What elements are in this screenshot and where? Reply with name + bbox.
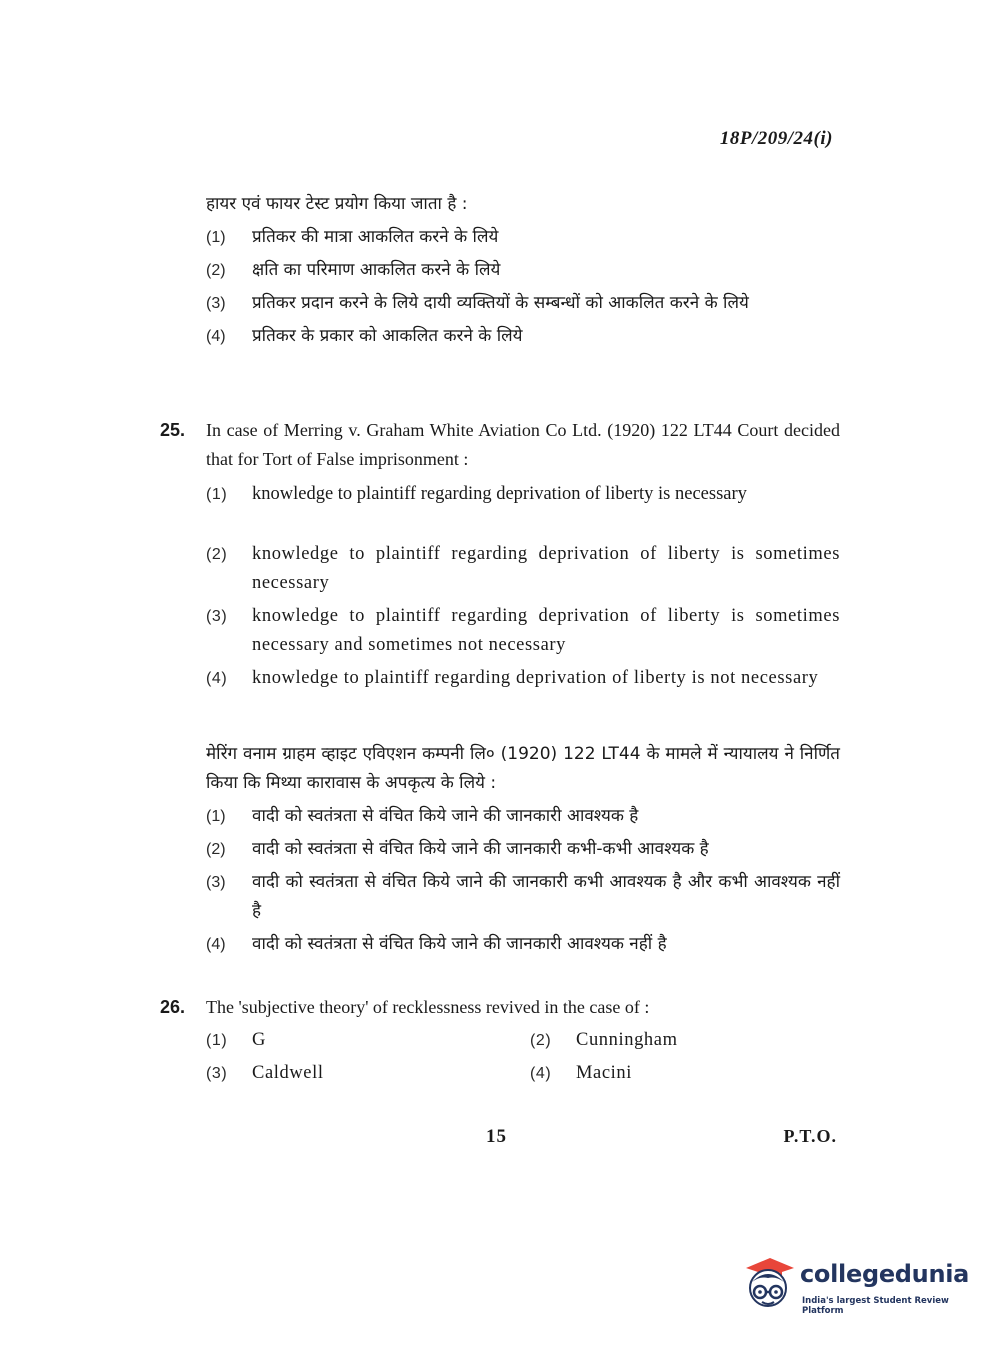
q26-option-3 [206,1059,530,1088]
option-text: G [252,1030,266,1050]
q24-option-2 [206,256,840,285]
q25-stem-english: In case of Merring v. Graham White Aviation Co Ltd. (1920) 122 LT44 Court decided that for Tort of False imprisonment : [206,420,840,469]
option-text: knowledge to plaintiff regarding deprivation of liberty is sometimes necessary and sometimes not necessary [252,606,840,655]
option-number: (3) [206,608,228,625]
option-number: (3) [206,874,226,891]
brand-name: collegedunia [800,1260,970,1288]
option-number: (2) [530,1032,552,1049]
question-26 [160,993,840,1088]
q26-stem-english: The 'subjective theory' of recklessness revived in the case of : [206,997,650,1017]
option-text: वादी को स्वतंत्रता से वंचित किये जाने की जानकारी आवश्यक नहीं है [252,934,667,954]
q25-hindi-option-4 [206,930,840,959]
q25-stem-hindi: मेरिंग वनाम ग्राहम व्हाइट एविएशन कम्पनी लि० (1920) 122 LT44 के मामले में न्यायालय ने निर्णित किया कि मिथ्या कारावास के अपकृत्य के लिये : [206,744,840,793]
brand-tagline: India's largest Student Review Platform [802,1296,949,1316]
q26-options [206,1026,840,1088]
option-number: (3) [206,1065,228,1082]
collegedunia-watermark [740,1248,972,1318]
mascot-icon [740,1252,796,1312]
q25-option-1 [206,480,840,509]
question-number: 26. [160,997,186,1017]
q24-option-4 [206,322,840,351]
q25-hindi-option-2 [206,835,840,864]
option-text: Macini [576,1063,633,1083]
option-text: वादी को स्वतंत्रता से वंचित किये जाने की जानकारी कभी-कभी आवश्यक है [252,839,709,859]
q25-hindi-option-3 [206,868,840,926]
option-number: (1) [206,808,226,825]
option-number: (1) [206,486,228,503]
q26-option-2 [530,1026,830,1055]
question-25 [160,416,840,693]
option-number: (2) [206,841,226,858]
option-text: प्रतिकर के प्रकार को आकलित करने के लिये [252,326,523,346]
option-text: knowledge to plaintiff regarding deprivation of liberty is sometimes necessary [252,544,840,593]
option-number: (4) [206,936,226,953]
page-number: 15 [486,1126,507,1147]
q26-stem [160,993,840,1022]
option-number: (2) [206,262,226,279]
q25-option-2 [206,540,840,598]
option-number: (1) [206,229,226,246]
question-25-hindi [160,740,840,959]
option-text: प्रतिकर प्रदान करने के लिये दायी व्यक्तियों के सम्बन्धों को आकलित करने के लिये [252,293,749,313]
option-text: knowledge to plaintiff regarding deprivation of liberty is not necessary [252,668,819,688]
option-text: प्रतिकर की मात्रा आकलित करने के लिये [252,227,499,247]
option-number: (4) [530,1065,552,1082]
question-number: 25. [160,420,186,440]
q24-continued [160,190,840,351]
option-text: वादी को स्वतंत्रता से वंचित किये जाने की जानकारी आवश्यक है [252,806,639,826]
q26-option-4 [530,1059,830,1088]
q25-stem [160,416,840,474]
option-text: क्षति का परिमाण आकलित करने के लिये [252,260,501,280]
q25-hindi-option-1 [206,802,840,831]
q25-option-3 [206,602,840,660]
q24-option-1 [206,223,840,252]
option-number: (4) [206,328,226,345]
option-number: (2) [206,546,228,563]
option-text: Cunningham [576,1030,678,1050]
option-number: (1) [206,1032,228,1049]
q25-option-4 [206,664,840,693]
please-turn-over: P.T.O. [783,1126,837,1146]
option-number: (4) [206,670,228,687]
option-text: knowledge to plaintiff regarding deprivation of liberty is necessary [252,484,747,504]
option-number: (3) [206,295,226,312]
option-text: वादी को स्वतंत्रता से वंचित किये जाने की जानकारी कभी आवश्यक है और कभी आवश्यक नहीं है [252,872,840,921]
q24-option-3 [206,289,840,318]
q24-stem-hindi: हायर एवं फायर टेस्ट प्रयोग किया जाता है : [206,194,468,214]
q26-option-1 [206,1026,530,1055]
option-text: Caldwell [252,1063,324,1083]
paper-code: 18P/209/24(i) [719,128,833,149]
